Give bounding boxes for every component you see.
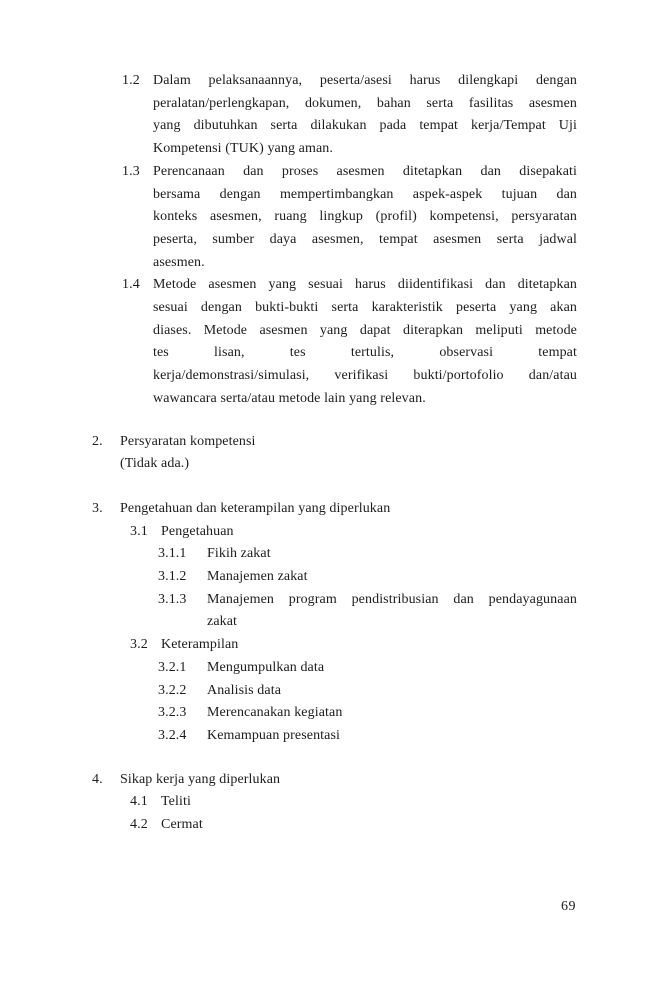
list-item-1-4 <box>0 274 654 410</box>
item-text: Pengetahuan <box>161 523 234 539</box>
para-line: yang dibutuhkan serta dilakukan pada tempat kerja/Tempat Uji <box>153 118 577 134</box>
item-number: 3.2.2 <box>158 682 187 698</box>
para-line: konteks asesmen, ruang lingkup (profil) kompetensi, persyaratan <box>153 209 577 225</box>
item-text: Mengumpulkan data <box>207 659 325 675</box>
section-2-heading <box>0 431 654 454</box>
section-4-heading <box>0 769 654 792</box>
list-item-4-2 <box>0 814 654 837</box>
para-line: wawancara serta/atau metode lain yang relevan. <box>153 390 426 406</box>
item-number: 2. <box>92 433 103 449</box>
list-item-3-2-2 <box>0 680 654 703</box>
list-item-3-1 <box>0 521 654 544</box>
list-item-3-1-2 <box>0 566 654 589</box>
page-number: 69 <box>561 899 576 914</box>
para-line: kerja/demonstrasi/simulasi, verifikasi bukti/portofolio dan/atau <box>153 368 577 384</box>
section-title: Sikap kerja yang diperlukan <box>120 771 281 787</box>
item-number: 1.3 <box>122 163 140 179</box>
para-line: sesuai dengan bukti-bukti serta karakteristik peserta yang akan <box>153 300 577 316</box>
item-number: 3.1.2 <box>158 569 187 585</box>
list-item-3-1-3 <box>0 589 654 634</box>
para-line: Metode asesmen yang sesuai harus diidentifikasi dan ditetapkan <box>153 277 577 293</box>
note-text: (Tidak ada.) <box>120 456 190 472</box>
list-item-3-2 <box>0 634 654 657</box>
item-number: 1.2 <box>122 73 140 88</box>
section-3-heading <box>0 498 654 521</box>
item-text: Fikih zakat <box>207 546 271 562</box>
paragraph <box>153 161 577 275</box>
section-title: Pengetahuan dan keterampilan yang diperlukan <box>120 500 391 516</box>
list-item-3-2-1 <box>0 657 654 680</box>
para-line: Kompetensi (TUK) yang aman. <box>153 141 333 157</box>
item-number: 3. <box>92 500 103 516</box>
item-text: Teliti <box>161 794 191 810</box>
para-line: asesmen. <box>153 254 205 270</box>
list-item-3-1-1 <box>0 543 654 566</box>
item-number: 4.1 <box>130 794 148 810</box>
para-line: Dalam pelaksanaannya, peserta/asesi harus dilengkapi dengan <box>153 73 577 88</box>
item-text: Merencanakan kegiatan <box>207 705 343 721</box>
item-number: 3.1 <box>130 523 148 539</box>
item-number: 4.2 <box>130 817 148 833</box>
para-line: peserta, sumber daya asesmen, tempat asesmen serta jadwal <box>153 231 577 247</box>
paragraph <box>153 274 577 410</box>
section-title: Persyaratan kompetensi <box>120 433 256 449</box>
item-number: 3.2.4 <box>158 727 187 743</box>
item-number: 3.2.3 <box>158 705 187 721</box>
para-line: peralatan/perlengkapan, dokumen, bahan serta fasilitas asesmen <box>153 95 577 111</box>
list-item-3-2-3 <box>0 702 654 725</box>
para-line: tes lisan, tes tertulis, observasi tempat <box>153 345 577 361</box>
item-text: Keterampilan <box>161 637 239 653</box>
para-line: Manajemen program pendistribusian dan pendayagunaan <box>207 591 577 607</box>
item-number: 3.1.3 <box>158 591 187 607</box>
item-text: Kemampuan presentasi <box>207 727 341 743</box>
item-number: 3.1.1 <box>158 546 187 562</box>
para-line: zakat <box>207 614 238 630</box>
item-text: Analisis data <box>207 682 282 698</box>
paragraph <box>153 70 577 161</box>
item-text: Manajemen zakat <box>207 569 308 585</box>
item-number: 3.2 <box>130 637 148 653</box>
list-item-4-1 <box>0 791 654 814</box>
section-2-note <box>0 453 654 476</box>
item-text: Cermat <box>161 817 203 833</box>
item-number: 3.2.1 <box>158 659 187 675</box>
para-line: Perencanaan dan proses asesmen ditetapkan dan disepakati <box>153 163 577 179</box>
para-line: bersama dengan mempertimbangkan aspek-aspek tujuan dan <box>153 186 577 202</box>
list-item-3-2-4 <box>0 725 654 748</box>
paragraph <box>207 589 577 634</box>
item-number: 4. <box>92 771 103 787</box>
para-line: diases. Metode asesmen yang dapat diterapkan meliputi metode <box>153 322 577 338</box>
item-number: 1.4 <box>122 277 140 293</box>
list-item-1-2 <box>0 70 654 161</box>
list-item-1-3 <box>0 161 654 275</box>
